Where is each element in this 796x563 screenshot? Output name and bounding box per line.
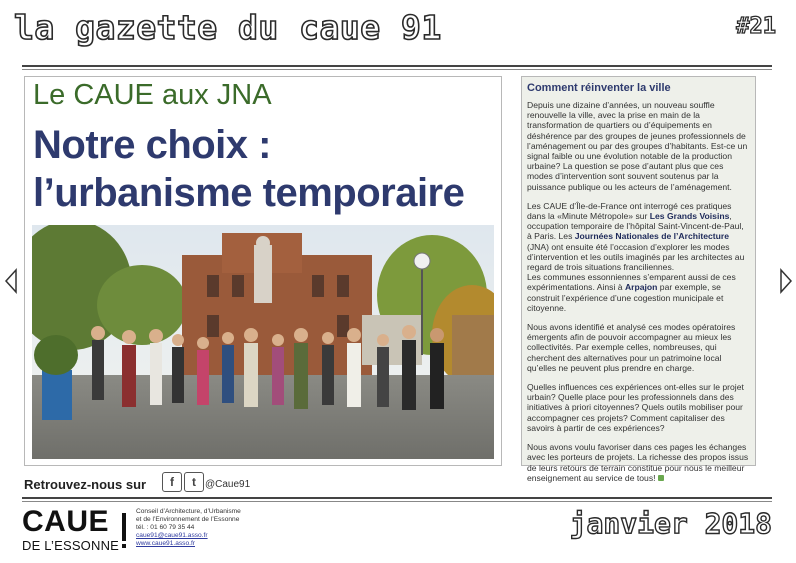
sidebar-body <box>527 100 749 492</box>
sidebar-paragraph-4: Quelles influences ces expériences ont-elles sur le projet urbain? Quelle place pour les professionnels dans des initiatives à priori citoyennes? Quels outils mobiliser pour accompagner ces projets? Comment capitaliser des savoirs à partir de ces expériences? <box>527 382 744 433</box>
article-kicker: Le CAUE aux JNA <box>33 79 272 111</box>
p2-text-a: Les CAUE d’Île-de-France ont interrogé ces pratiques dans la «Minute Métropole» sur <box>527 200 732 222</box>
gazette-masthead: la gazette du caue 91 <box>14 8 442 47</box>
top-rule-thin <box>22 69 772 70</box>
logo-bar <box>122 513 126 541</box>
caue-logo-sub: DE L’ESSONNE <box>22 538 120 553</box>
facebook-icon[interactable]: f <box>162 472 182 492</box>
org-line-1: Conseil d’Architecture, d’Urbanisme <box>136 508 241 515</box>
sidebar-title: Comment réinventer la ville <box>527 82 671 94</box>
follow-us-label: Retrouvez-nous sur <box>24 477 147 492</box>
next-page-arrow-icon[interactable] <box>779 268 793 294</box>
logo-dot <box>122 544 126 548</box>
bottom-rule <box>22 497 772 499</box>
end-mark-icon <box>658 475 664 481</box>
p2-text-f: Les communes essonniennes s’emparent aussi de ces expérimentations. Ainsi à <box>527 272 736 293</box>
bottom-rule-thin <box>22 501 772 502</box>
twitter-handle[interactable]: @Caue91 <box>205 479 251 490</box>
issue-date: janvier 2018 <box>569 507 772 540</box>
p2-bold-jna: Journées Nationales de l’Architecture <box>574 231 730 242</box>
article-photo <box>32 225 494 459</box>
twitter-icon[interactable]: t <box>184 472 204 492</box>
sidebar-paragraph-1: Depuis une dizaine d’années, un nouveau souffle renouvelle la ville, avec la prise en main de la transformation de quartiers ou d’équipements en déshérence par des groupes de jeunes professionnels de l’aménagement ou par des groupes d’habitants. Est-ce un signal faible ou une évolution notable de la production urbaine? La question se pose d’autant plus que ces modes d’intervention sont souvent soutenus par la puissance publique ou les acteurs de l’aménagement. <box>527 100 748 192</box>
website-link[interactable]: www.caue91.asso.fr <box>136 540 196 547</box>
p2-text-e: (JNA) ont ensuite été l’occasion d’explorer les modes d’intervention et les outils imaginés par les architectes au regard de trois situations franciliennes. <box>527 241 745 273</box>
main-article-panel <box>24 76 502 466</box>
contact-block <box>136 508 241 548</box>
sidebar-paragraph-2 <box>527 201 749 313</box>
headline-line-1: Notre choix : <box>33 123 271 167</box>
p2-text-c: , occupation temporaire de l’hôpital Saint-Vincent-de-Paul, à Paris. Les <box>527 211 744 242</box>
caue-logo-main: CAUE <box>22 505 110 538</box>
headline-line-2: l’urbanisme temporaire <box>33 171 465 215</box>
article-headline <box>33 121 464 217</box>
p5-text: Nous avons voulu favoriser dans ces pages les échanges avec les porteurs de projets. La richesse des propos issus de leurs retours de terrain constitue pour nous le meilleur enseignement au service de tous! <box>527 442 749 483</box>
p2-bold-grands-voisins: Les Grands Voisins <box>649 211 730 222</box>
p2-text-h: par exemple, se construit l’expérience d’une cogestion municipale et citoyenne. <box>527 282 724 313</box>
p2-bold-arpajon: Arpajon <box>624 282 658 293</box>
org-line-2: et de l’Environnement de l’Essonne <box>136 516 240 523</box>
previous-page-arrow-icon[interactable] <box>4 268 18 294</box>
phone-number: tél. : 01 60 79 35 44 <box>136 524 195 531</box>
email-link[interactable]: caue91@caue91.asso.fr <box>136 532 208 539</box>
top-rule <box>22 65 772 67</box>
editorial-sidebar <box>521 76 756 483</box>
issue-number: #21 <box>736 14 776 39</box>
sidebar-paragraph-5 <box>527 442 749 483</box>
sidebar-paragraph-3: Nous avons identifié et analysé ces modes opératoires émergents afin de pouvoir accompagner au mieux les collectivités. Par exemple celles, nombreuses, qui cherchent des alternatives pour un patrimoine local qu’elles ne peuvent plus prendre en charge. <box>527 322 736 373</box>
